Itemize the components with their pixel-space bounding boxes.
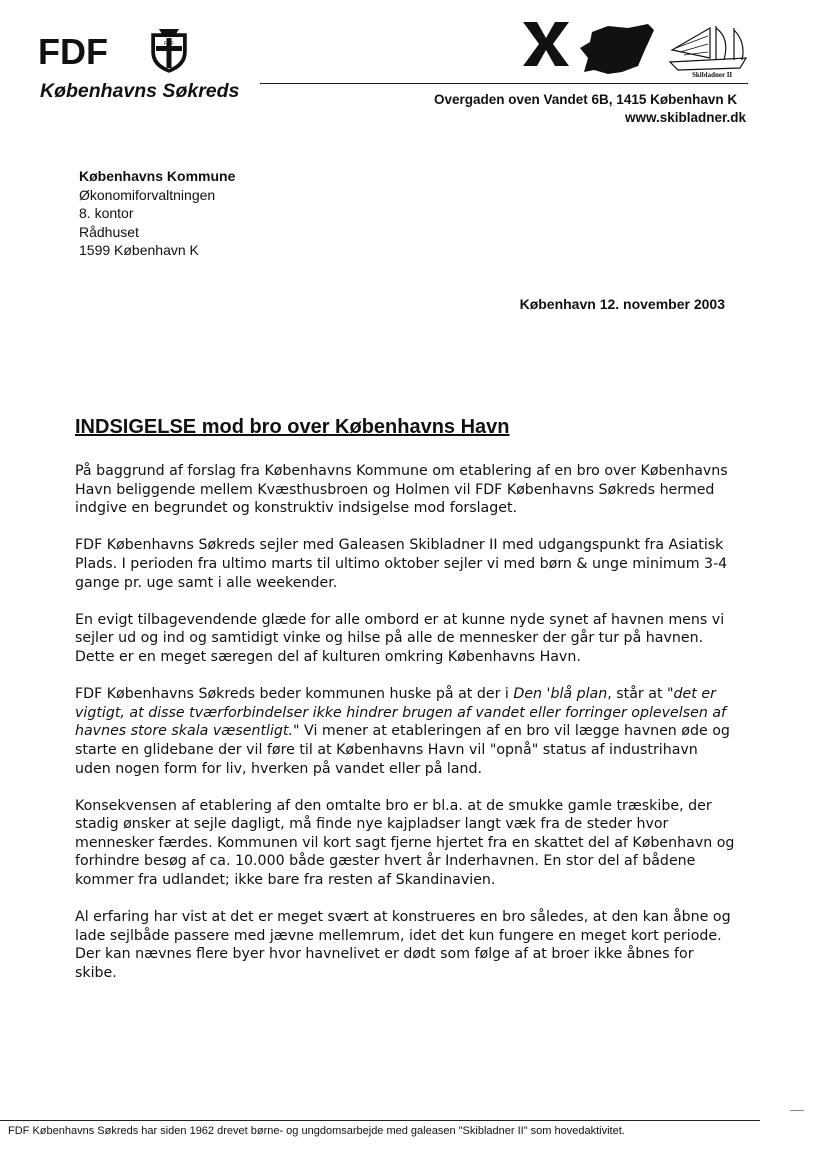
fdf-crest-icon [146,28,192,74]
sender-address: Overgaden oven Vandet 6B, 1415 København K [434,92,738,107]
body-paragraph: En evigt tilbagevendende glæde for alle ombord er at kunne nyde synet af havnen mens vi sejler ud og ind og samtidigt vinke og hilse på alle de mennesker der går tur på havnen. Dette er en meget særegen del af kulturen omkring Københavns Havn. [75,611,725,665]
body-paragraph: FDF Københavns Søkreds sejler med Galeasen Skibladner II med udgangspunkt fra Asiatisk Plads. I perioden fra ultimo marts til ultimo oktober sejler vi med børn & unge minimum 3-4 gange pr. uge samt i alle weekender. [75,537,728,591]
body-paragraph: Konsekvensen af etablering af den omtalte bro er bl.a. at de smukke gamle træskibe, der stadig ønsker at sejle dagligt, må finde nye kajpladser langt væk fra de steder hvor mennesker færdes. Kommunen vil kort sagt fjerne hjertet fra en skattet del af København og forhindre besøg af ca. 10.000 både gæster hvert år Inderhavnen. En stor del af bådene kommer fra udlandet; ikke bare fra resten af Skandinavien. [75,797,735,889]
x-logo-icon [521,20,571,68]
paragraph-text: Vi mener at etableringen af en bro vil lægge havnen øde og starte en glidebane der vil føre til at Københavns Havn vil "opnå" status af industrihavn uden nogen form for liv, hverken på vandet eller på land. [75,723,730,777]
letter-date: København 12. november 2003 [519,296,725,312]
recipient-line: 8. kontor [79,205,134,221]
recipient-line: Rådhuset [79,223,139,240]
body-paragraph: På baggrund af forslag fra Københavns Kommune om etablering af en bro over Københavns Havn beliggende mellem Kvæsthusbroen og Holmen vil FDF Københavns Søkreds hermed indgive en begrundet og konstruktiv indsigelse mod forslaget. [75,463,728,517]
ship-sketch-logo-icon [666,22,750,78]
letter-body [75,462,735,1001]
ship-logo-caption: Skibladner II [692,71,733,78]
recipient-address [79,167,235,260]
body-paragraph: Al erfaring har vist at det er meget svært at konstrueres en bro således, at den kan åbne og lade sejlbåde passere med jævne mellemrum, idet det kun fungere en meget kort periode. Der kan nævnes flere byer hvor havnelivet er dødt som følge af at broer ikke åbnes for skibe. [75,909,731,982]
paragraph-text: , står at [607,686,668,703]
plan-quote-italic: "det er vigtigt, at disse tværforbindelser ikke hindrer brugen af vandet eller forringer oplevelsen af havnes store skala væsentligt." [75,686,727,740]
fdf-logo-text: FDF [38,31,108,72]
website-link[interactable]: www.skibladner.dk [624,110,746,125]
paragraph-text: FDF Københavns Søkreds beder kommunen huske på at der i [75,686,514,703]
plan-title-italic: Den 'blå plan [513,686,608,703]
body-paragraph-blue-plan [75,685,735,778]
organization-name: Københavns Søkreds [40,80,240,102]
black-sail-shape-icon [578,22,656,76]
recipient-name: Københavns Kommune [79,168,236,184]
header-divider [260,83,748,84]
footer-note: FDF Københavns Søkreds har siden 1962 drevet børne- og ungdomsarbejde med galeasen "Skibladner II" som hovedaktivitet. [8,1125,625,1137]
scan-mark [790,1110,804,1111]
footer-divider [0,1120,760,1121]
letter-title: INDSIGELSE mod bro over Københavns Havn [75,416,510,438]
crest-letters: FDF [164,41,174,47]
recipient-line: 1599 København K [79,242,199,258]
recipient-line: Økonomiforvaltningen [79,186,216,203]
